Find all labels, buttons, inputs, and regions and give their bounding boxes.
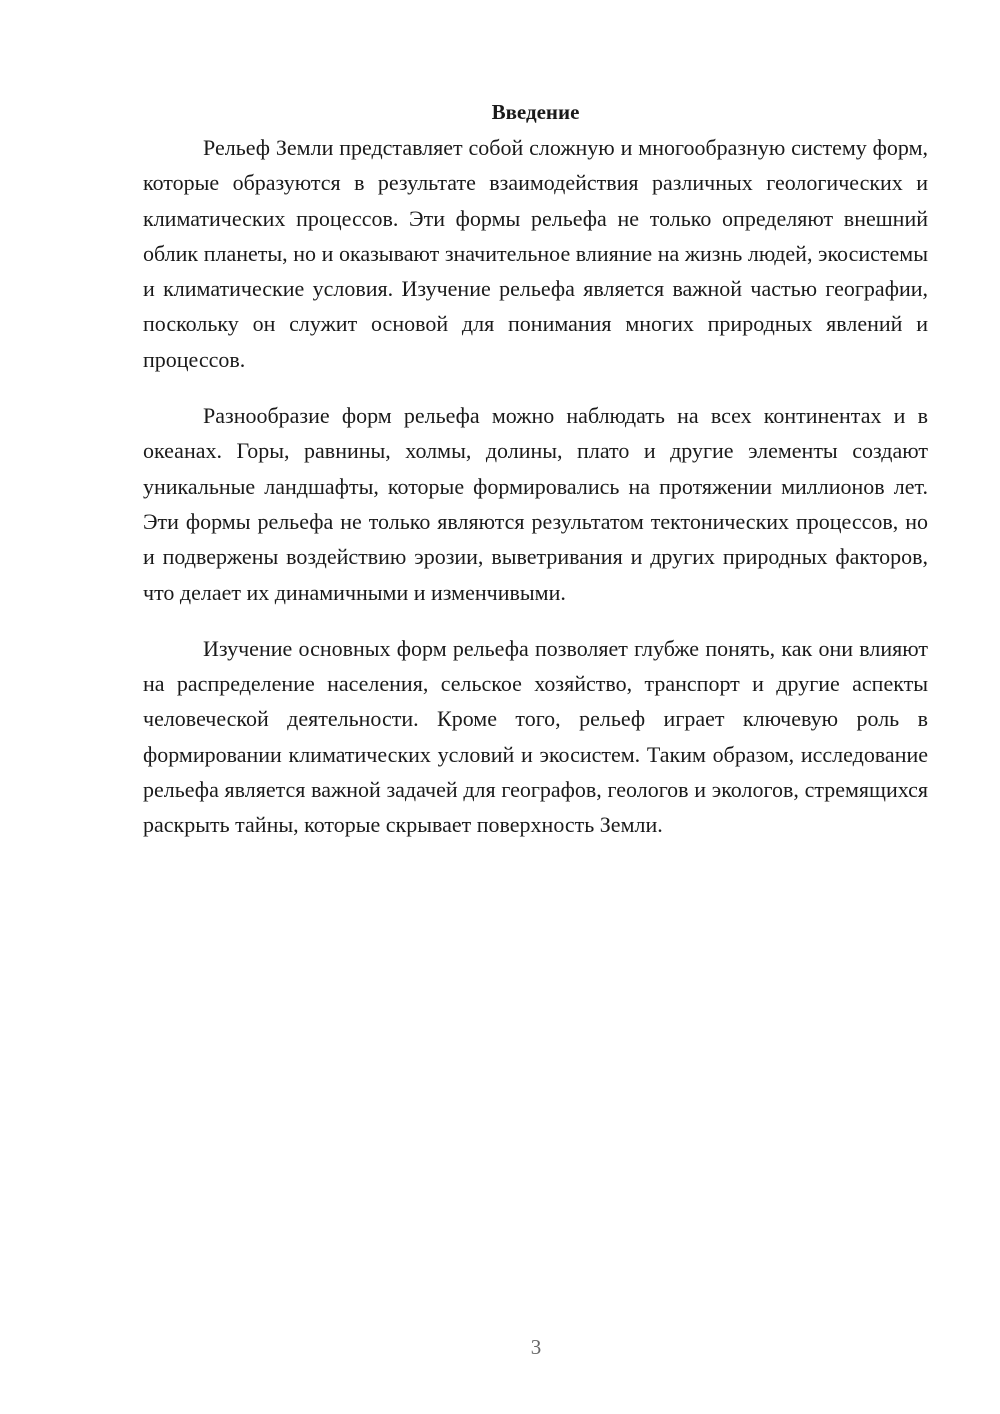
section-title: Введение [491,100,580,124]
paragraph: Рельеф Земли представляет собой сложную и многообразную систему форм, которые образуются в результате взаимодействия различных геологических и климатических процессов. Эти формы рельефа не только определяют внешний облик планеты, но и оказывают значительное влияние на жизнь людей, экосистемы и климатические условия. Изучение рельефа является важной частью географии, поскольку он служит основой для понимания многих природных явлений и процессов. [143,135,928,372]
paragraph: Изучение основных форм рельефа позволяет глубже понять, как они влияют на распределение населения, сельское хозяйство, транспорт и другие аспекты человеческой деятельности. Кроме того, рельеф играет ключевую роль в формировании климатических условий и экосистем. Таким образом, исследование рельефа является важной задачей для географов, геологов и экологов, стремящихся раскрыть тайны, которые скрывает поверхность Земли. [143,635,928,838]
paragraph: Разнообразие форм рельефа можно наблюдать на всех континентах и в океанах. Горы, равнины, холмы, долины, плато и другие элементы создают уникальные ландшафты, которые формировались на протяжении миллионов лет. Эти формы рельефа не только являются результатом тектонических процессов, но и подвержены воздействию эрозии, выветривания и других природных факторов, что делает их динамичными и изменчивыми. [143,403,928,605]
page-number: 3 [530,1335,542,1359]
page-content [143,97,928,864]
